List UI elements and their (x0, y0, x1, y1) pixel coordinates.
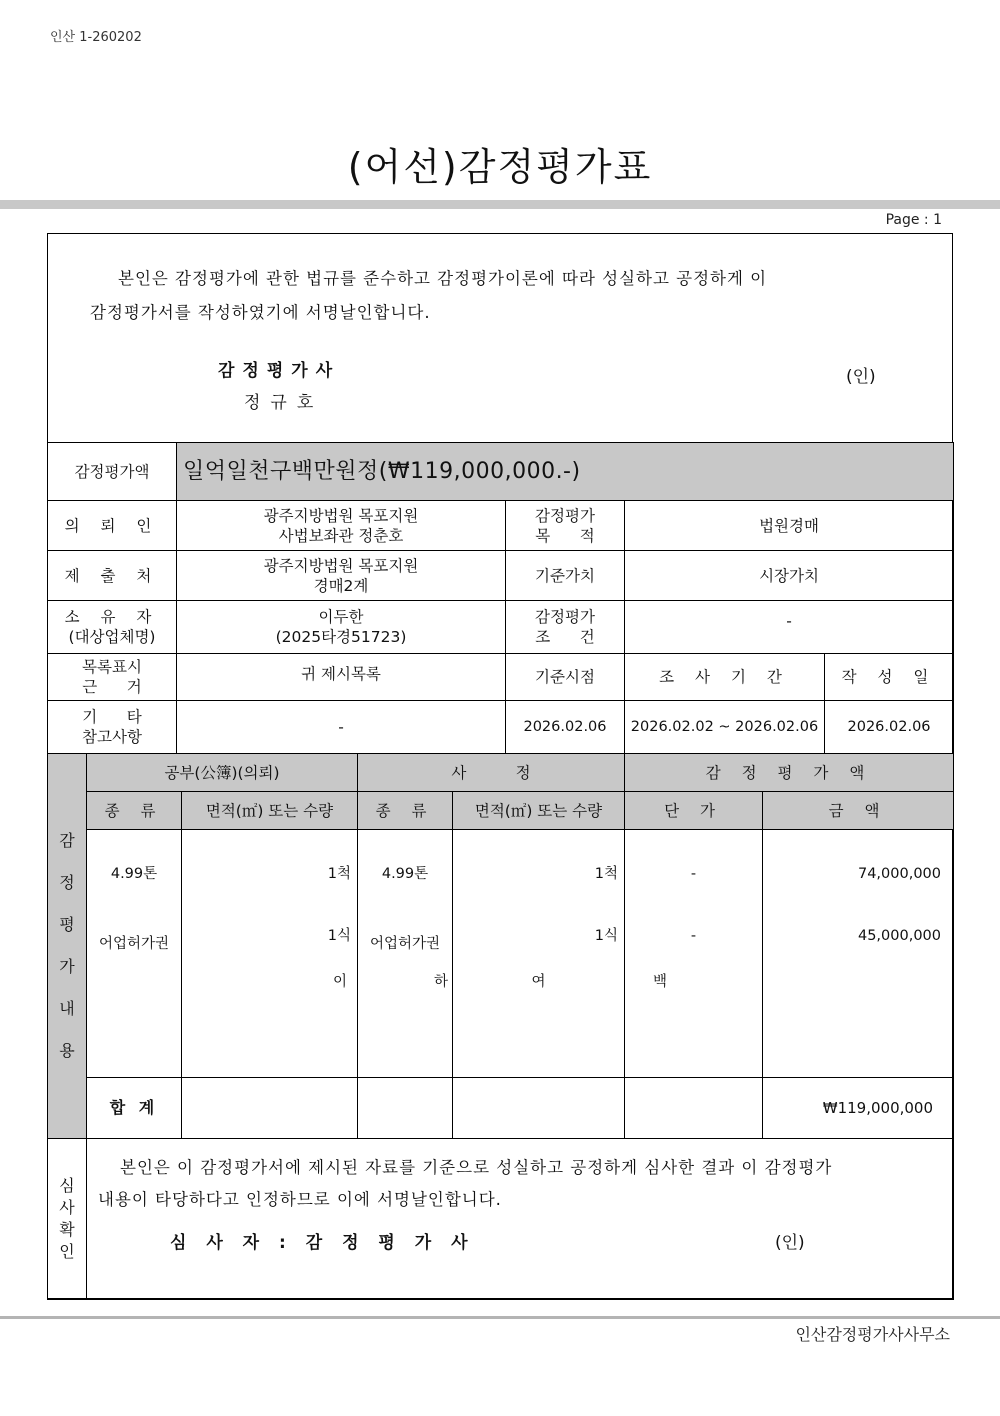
document-number: 인산 1-260202 (50, 30, 142, 45)
side-char-3: 평 (59, 915, 75, 934)
owner-label (48, 601, 177, 654)
col-area-2: 면적(㎡) 또는 수량 (453, 792, 625, 830)
blank-mark-1: 이 (182, 954, 358, 1078)
listing-label (48, 654, 177, 701)
requester-label: 의 뢰 인 (48, 501, 177, 551)
side-char-2: 정 (59, 873, 75, 892)
review-char-1: 심 (59, 1176, 75, 1195)
total-blank-2 (358, 1078, 453, 1139)
declaration-text (90, 262, 920, 330)
owner-label-2: (대상업체명) (68, 628, 156, 646)
submit-line-2: 경매2계 (313, 576, 369, 595)
requester-value (177, 501, 506, 551)
purpose-label (506, 501, 625, 551)
row1-amount: 74,000,000 (763, 830, 954, 892)
listing-label-1: 목록표시 (82, 658, 142, 676)
review-label (48, 1139, 87, 1300)
col-kind-2: 종 류 (358, 792, 453, 830)
side-char-6: 용 (59, 1041, 75, 1060)
col-kind-1: 종 류 (87, 792, 182, 830)
reviewer-seal: (인) (775, 1233, 805, 1253)
reviewer-title: 심 사 자 : 감 정 평 가 사 (170, 1233, 475, 1253)
col-unit-price: 단 가 (625, 792, 763, 830)
declaration-line-2: 감정평가서를 작성하였기에 서명날인합니다. (90, 303, 431, 322)
blank-mark-3: 여 (453, 954, 625, 1078)
row2-unit-price: - (625, 892, 763, 954)
purpose-label-1: 감정평가 (535, 506, 595, 525)
other-label (48, 701, 177, 754)
review-char-4: 인 (59, 1242, 75, 1261)
row2-qty2: 1식 (453, 892, 625, 954)
appraiser-name: 정규호 (244, 393, 324, 413)
owner-line-1: 이두한 (318, 608, 364, 626)
total-blank-1 (182, 1078, 358, 1139)
review-char-2: 사 (59, 1198, 75, 1217)
written-date: 2026.02.06 (825, 701, 954, 754)
total-label: 합 계 (87, 1078, 182, 1139)
review-text (98, 1152, 938, 1216)
basis-value-label: 기준가치 (506, 551, 625, 601)
appraiser-title: 감정평가사 (218, 361, 341, 381)
summary-table (47, 442, 954, 754)
page-title: (어선)감정평가표 (347, 145, 653, 189)
listing-label-2: 근 거 (82, 678, 142, 696)
review-line-2: 내용이 타당하다고 인정하므로 이에 서명날인합니다. (98, 1190, 502, 1209)
row2-amount: 45,000,000 (763, 892, 954, 954)
condition-label-1: 감정평가 (535, 608, 595, 626)
owner-value (177, 601, 506, 654)
office-name: 인산감정평가사사무소 (795, 1325, 950, 1344)
total-blank-4 (625, 1078, 763, 1139)
header-public: 공부(公簿)(의뢰) (87, 754, 358, 792)
other-label-2: 참고사항 (82, 728, 142, 746)
blank-kind (87, 954, 182, 1078)
written-date-label: 작 성 일 (825, 654, 954, 701)
declaration-line-1: 본인은 감정평가에 관한 법규를 준수하고 감정평가이론에 따라 성실하고 공정하게 이 (118, 269, 768, 288)
other-value: - (177, 701, 506, 754)
survey-period: 2026.02.02 ~ 2026.02.06 (625, 701, 825, 754)
appraiser-seal: (인) (846, 367, 876, 387)
survey-period-label: 조 사 기 간 (625, 654, 825, 701)
condition-label (506, 601, 625, 654)
amount-label: 감정평가액 (48, 443, 177, 501)
row1-kind2: 4.99톤 (358, 830, 453, 892)
row1-qty2: 1척 (453, 830, 625, 892)
blank-mark-4: 백 (625, 954, 763, 1078)
basis-value: 시장가치 (625, 551, 954, 601)
requester-line-2: 사법보좌관 정춘호 (278, 526, 404, 545)
purpose-label-2: 목 적 (535, 526, 595, 545)
requester-line-1: 광주지방법원 목포지원 (263, 506, 419, 525)
submit-line-1: 광주지방법원 목포지원 (263, 556, 419, 575)
purpose-value: 법원경매 (625, 501, 954, 551)
header-survey: 사 정 (358, 754, 625, 792)
col-amount: 금 액 (763, 792, 954, 830)
page-number: Page : 1 (885, 212, 942, 228)
total-value: ₩119,000,000 (763, 1078, 954, 1139)
row2-kind2: 어업허가권 (358, 892, 453, 954)
appraisal-amount: 일억일천구백만원정(₩119,000,000.-) (177, 443, 954, 501)
header-value: 감 정 평 가 액 (625, 754, 954, 792)
other-label-1: 기 타 (82, 708, 142, 726)
blank-mark-2: 하 (358, 954, 453, 1078)
owner-line-2: (2025타경51723) (275, 628, 407, 646)
review-line-1: 본인은 이 감정평가서에 제시된 자료를 기준으로 성실하고 공정하게 심사한 결과 이 감정평가 (120, 1158, 833, 1177)
review-char-3: 확 (59, 1220, 75, 1239)
side-char-5: 내 (59, 999, 75, 1018)
owner-label-1: 소 유 자 (64, 608, 160, 626)
header-divider (0, 200, 1000, 209)
blank-amount (763, 954, 954, 1078)
detail-table (47, 753, 954, 1139)
row1-kind: 4.99톤 (87, 830, 182, 892)
side-char-1: 감 (59, 831, 75, 850)
listing-value: 귀 제시목록 (177, 654, 506, 701)
condition-value: - (625, 601, 954, 654)
row1-qty: 1척 (182, 830, 358, 892)
detail-side-label (48, 754, 87, 1139)
side-char-4: 가 (59, 957, 75, 976)
basis-date: 2026.02.06 (506, 701, 625, 754)
basis-date-label: 기준시점 (506, 654, 625, 701)
submit-label: 제 출 처 (48, 551, 177, 601)
total-blank-3 (453, 1078, 625, 1139)
footer-divider (0, 1316, 1000, 1319)
row1-unit-price: - (625, 830, 763, 892)
col-area-1: 면적(㎡) 또는 수량 (182, 792, 358, 830)
row2-kind: 어업허가권 (87, 892, 182, 954)
condition-label-2: 조 건 (535, 628, 595, 646)
submit-value (177, 551, 506, 601)
row2-qty: 1식 (182, 892, 358, 954)
